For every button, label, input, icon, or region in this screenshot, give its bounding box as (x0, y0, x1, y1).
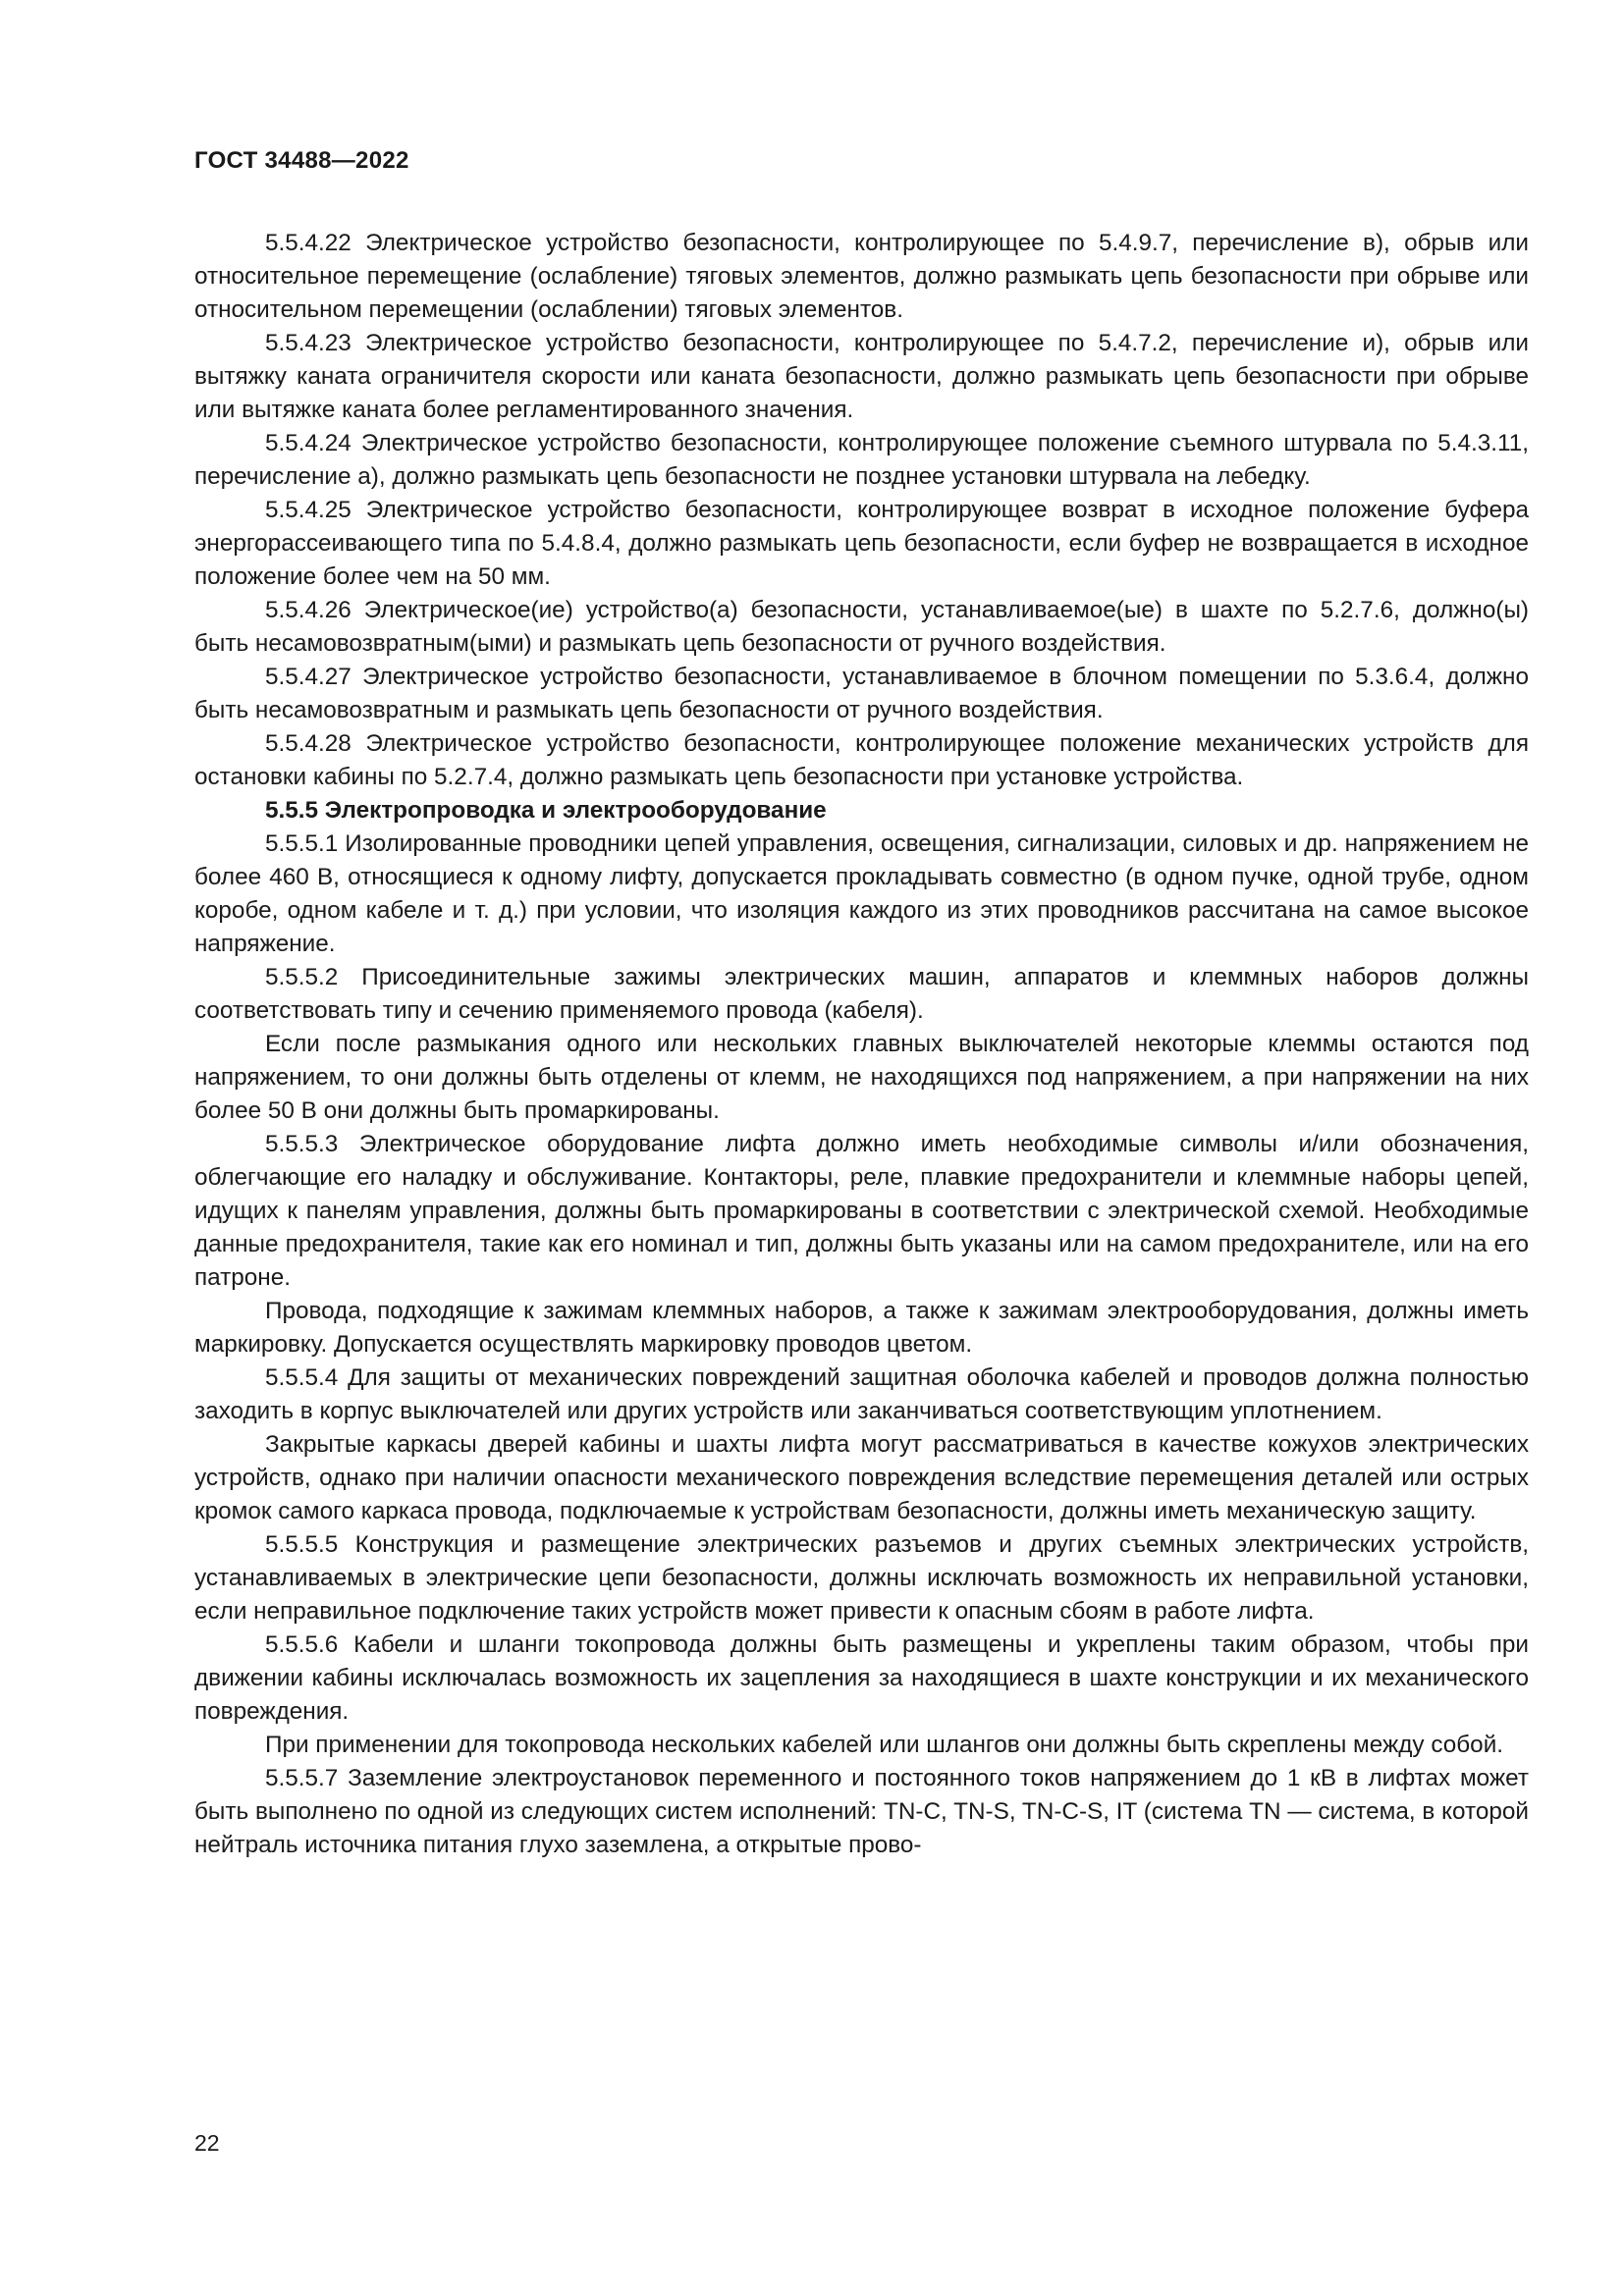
paragraph: 5.5.4.23 Электрическое устройство безопасности, контролирующее по 5.4.7.2, перечисление и), обрыв или вытяжку каната ограничителя скорости или каната безопасности, должно размыкать цепь безопасности при обрыве или вытяжке каната более регламентированного значения. (194, 330, 1529, 423)
paragraph: 5.5.4.24 Электрическое устройство безопасности, контролирующее положение съемного штурвала по 5.4.3.11, перечисление а), должно размыкать цепь безопасности не позднее установки штурвала на лебедку. (194, 430, 1529, 490)
paragraph: 5.5.4.27 Электрическое устройство безопасности, устанавливаемое в блочном помещении по 5.3.6.4, должно быть несамовозвратным и размыкать цепь безопасности от ручного воздействия. (194, 664, 1529, 723)
page-header: ГОСТ 34488—2022 (194, 147, 409, 174)
paragraph: 5.5.5.2 Присоединительные зажимы электрических машин, аппаратов и клеммных наборов должны соответствовать типу и сечению применяемого провода (кабеля). (194, 964, 1529, 1024)
paragraph: Если после размыкания одного или нескольких главных выключателей некоторые клеммы остаются под напряжением, то они должны быть отделены от клемм, не находящихся под напряжением, а при напряжении на них более 50 В они должны быть промаркированы. (194, 1031, 1529, 1124)
paragraph: 5.5.5.4 Для защиты от механических повреждений защитная оболочка кабелей и проводов должна полностью заходить в корпус выключателей или других устройств или заканчиваться соответствующим уплотнением. (194, 1364, 1529, 1424)
paragraph: 5.5.5.5 Конструкция и размещение электрических разъемов и других съемных электрических устройств, устанавливаемых в электрические цепи безопасности, должны исключать возможность их неправильной установки, если неправильное подключение таких устройств может привести к опасным сбоям в работе лифта. (194, 1531, 1529, 1625)
paragraph: 5.5.5.1 Изолированные проводники цепей управления, освещения, сигнализации, силовых и др. напряжением не более 460 В, относящиеся к одному лифту, допускается прокладывать совместно (в одном пучке, одной трубе, одном коробе, одном кабеле и т. д.) при условии, что изоляция каждого из этих проводников рассчитана на самое высокое напряжение. (194, 830, 1529, 957)
paragraph: 5.5.4.25 Электрическое устройство безопасности, контролирующее возврат в исходное положение буфера энергорассеивающего типа по 5.4.8.4, должно размыкать цепь безопасности, если буфер не возвращается в исходное положение более чем на 50 мм. (194, 497, 1529, 590)
paragraph: 5.5.4.26 Электрическое(ие) устройство(а) безопасности, устанавливаемое(ые) в шахте по 5.2.7.6, должно(ы) быть несамовозвратным(ыми) и размыкать цепь безопасности от ручного воздействия. (194, 597, 1529, 657)
paragraph: Провода, подходящие к зажимам клеммных наборов, а также к зажимам электрооборудования, должны иметь маркировку. Допускается осуществлять маркировку проводов цветом. (194, 1298, 1529, 1358)
paragraph: 5.5.4.22 Электрическое устройство безопасности, контролирующее по 5.4.9.7, перечисление в), обрыв или относительное перемещение (ослабление) тяговых элементов, должно размыкать цепь безопасности при обрыве или относительном перемещении (ослаблении) тяговых элементов. (194, 230, 1529, 323)
document-body (194, 227, 1529, 1862)
page-number: 22 (194, 2130, 220, 2156)
paragraph: 5.5.5.7 Заземление электроустановок переменного и постоянного токов напряжением до 1 кВ в лифтах может быть выполнено по одной из следующих систем исполнений: TN-C, TN-S, TN-C-S, IT (система TN — система, в которой нейтраль источника питания глухо заземлена, а открытые прово- (194, 1765, 1529, 1858)
section-heading: 5.5.5 Электропроводка и электрооборудование (265, 797, 827, 824)
paragraph: 5.5.5.6 Кабели и шланги токопровода должны быть размещены и укреплены таким образом, чтобы при движении кабины исключалась возможность их зацепления за находящиеся в шахте конструкции и их механического повреждения. (194, 1631, 1529, 1725)
paragraph: Закрытые каркасы дверей кабины и шахты лифта могут рассматриваться в качестве кожухов электрических устройств, однако при наличии опасности механического повреждения вследствие перемещения деталей или острых кромок самого каркаса провода, подключаемые к устройствам безопасности, должны иметь механическую защиту. (194, 1431, 1529, 1524)
paragraph: 5.5.5.3 Электрическое оборудование лифта должно иметь необходимые символы и/или обозначения, облегчающие его наладку и обслуживание. Контакторы, реле, плавкие предохранители и клеммные наборы цепей, идущих к панелям управления, должны быть промаркированы в соответствии с электрической схемой. Необходимые данные предохранителя, такие как его номинал и тип, должны быть указаны или на самом предохранителе, или на его патроне. (194, 1131, 1529, 1291)
paragraph: 5.5.4.28 Электрическое устройство безопасности, контролирующее положение механических устройств для остановки кабины по 5.2.7.4, должно размыкать цепь безопасности при установке устройства. (194, 730, 1529, 790)
paragraph: При применении для токопровода нескольких кабелей или шлангов они должны быть скреплены между собой. (265, 1732, 1504, 1758)
